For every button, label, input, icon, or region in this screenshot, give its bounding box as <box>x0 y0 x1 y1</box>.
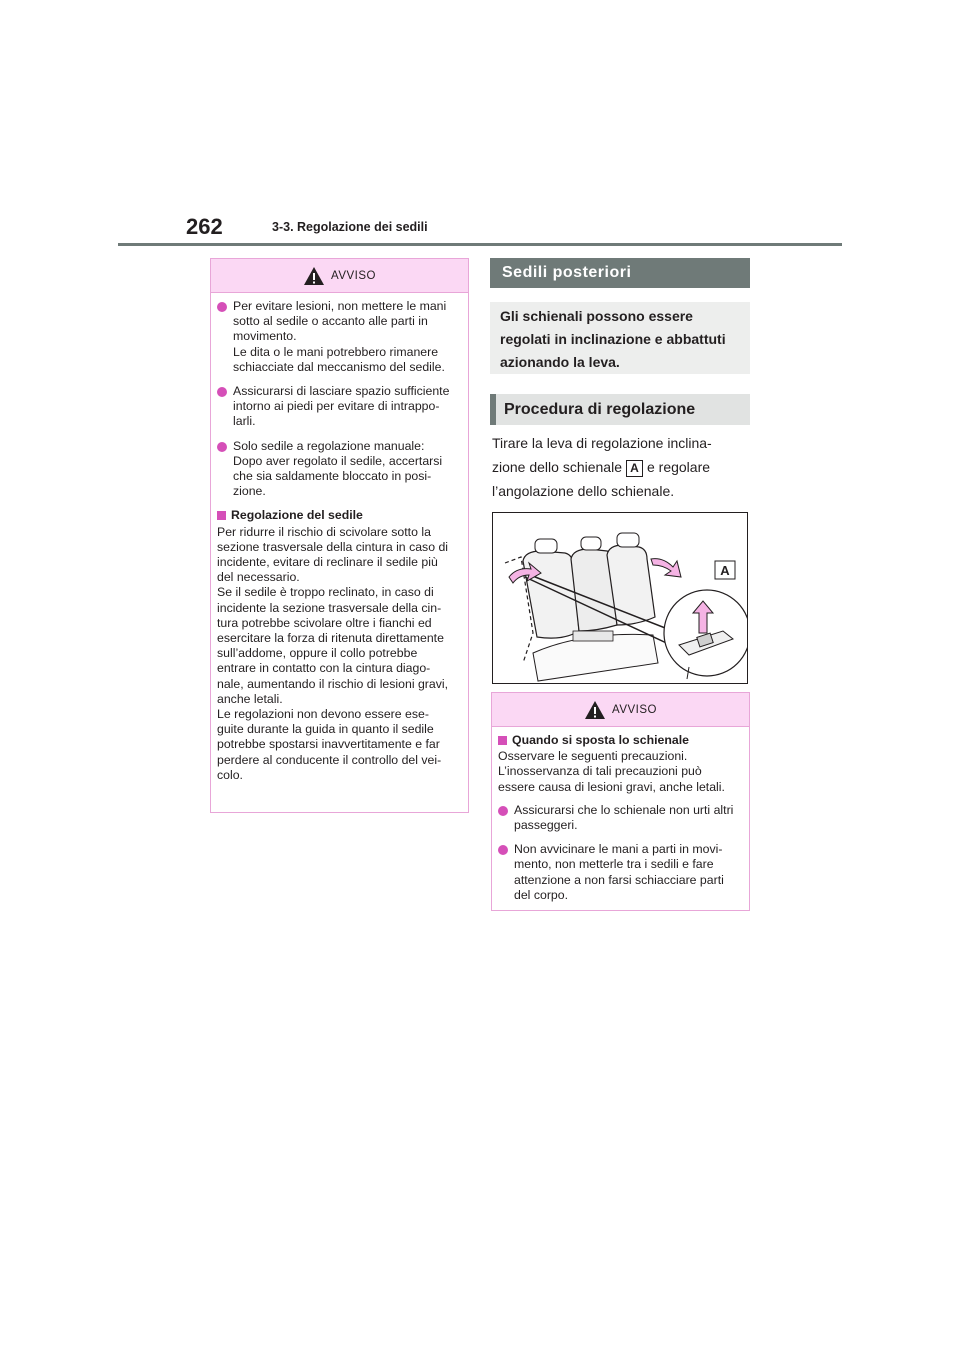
warning-triangle-icon <box>584 700 606 720</box>
section-title: Sedili posteriori <box>490 258 750 288</box>
header-rule <box>118 243 842 246</box>
list-item: Assicurarsi di lasciare spazio sufficiente intorno ai piedi per evitare di intrappo- larli. <box>217 384 462 430</box>
warning-header <box>211 259 468 293</box>
warning-title: AVVISO <box>612 703 657 716</box>
bullet-dot-icon <box>217 387 227 397</box>
instruction-text: Tirare la leva di regolazione inclina- zione dello schienale A e regolare l’angolazione dello schienale. <box>492 435 712 499</box>
procedure-title: Procedura di regolazione <box>490 394 750 425</box>
warning-header <box>492 693 749 727</box>
list-item: Per evitare lesioni, non mettere le mani sotto al sedile o accanto alle parti in movimento. Le dita o le mani potrebbero rimanere schiacciate dal meccanismo del sedile. <box>217 299 462 375</box>
page-number: 262 <box>186 214 223 239</box>
illustration-label: A <box>720 563 730 578</box>
square-bullet-icon <box>217 511 226 520</box>
warning-body <box>211 293 468 791</box>
bullet-dot-icon <box>498 845 508 855</box>
list-item: Solo sedile a regolazione manuale: Dopo aver regolato il sedile, accertarsi che sia saldamente bloccato in posi- zione. <box>217 439 462 500</box>
rear-seat-illustration <box>492 512 748 684</box>
warning-paragraph: Per ridurre il rischio di scivolare sotto la sezione trasversale della cintura in caso di incidente, evitare di reclinare il sedile più del necessario. Se il sedile è troppo reclinato, in caso di incidente la sezione trasversale della cin- tura potrebbe scivolare oltre i fianchi ed esercitare la forza di ritenuta direttamente sull’addome, oppure il collo potrebbe entrare in contatto con la cintura diago- nale, aumentando il rischio di lesioni gravi, anche letali. Le regolazioni non devono essere ese- guite durante la guida in quanto il sedile potrebbe spostarsi inavvertitamente e far perdere al conducente il controllo del vei- colo. <box>217 524 449 782</box>
square-bullet-icon <box>498 736 507 745</box>
subheading: Regolazione del sedile <box>217 508 462 523</box>
left-warning-box <box>210 258 469 813</box>
section-header: 3-3. Regolazione dei sedili <box>272 220 428 234</box>
list-item: Assicurarsi che lo schienale non urti altri passeggeri. <box>498 803 743 833</box>
warning-triangle-icon <box>303 266 325 286</box>
subheading: Quando si sposta lo schienale <box>498 733 743 748</box>
reference-a-label: A <box>626 460 643 477</box>
recline-arrow-icon <box>651 559 681 577</box>
warning-paragraph: Osservare le seguenti precauzioni. L’inosservanza di tali precauzioni può essere causa di lesioni gravi, anche letali. <box>498 749 725 794</box>
bullet-dot-icon <box>217 442 227 452</box>
bullet-dot-icon <box>498 806 508 816</box>
warning-body <box>492 727 749 920</box>
bullet-dot-icon <box>217 302 227 312</box>
list-item: Non avvicinare le mani a parti in movi- mento, non metterle tra i sedili e fare attenzione a non farsi schiacciare parti del corpo. <box>498 842 743 903</box>
intro-box: Gli schienali possono essere regolati in inclinazione e abbattuti azionando la leva. <box>490 302 750 374</box>
warning-title: AVVISO <box>331 269 376 282</box>
right-warning-box <box>491 692 750 911</box>
